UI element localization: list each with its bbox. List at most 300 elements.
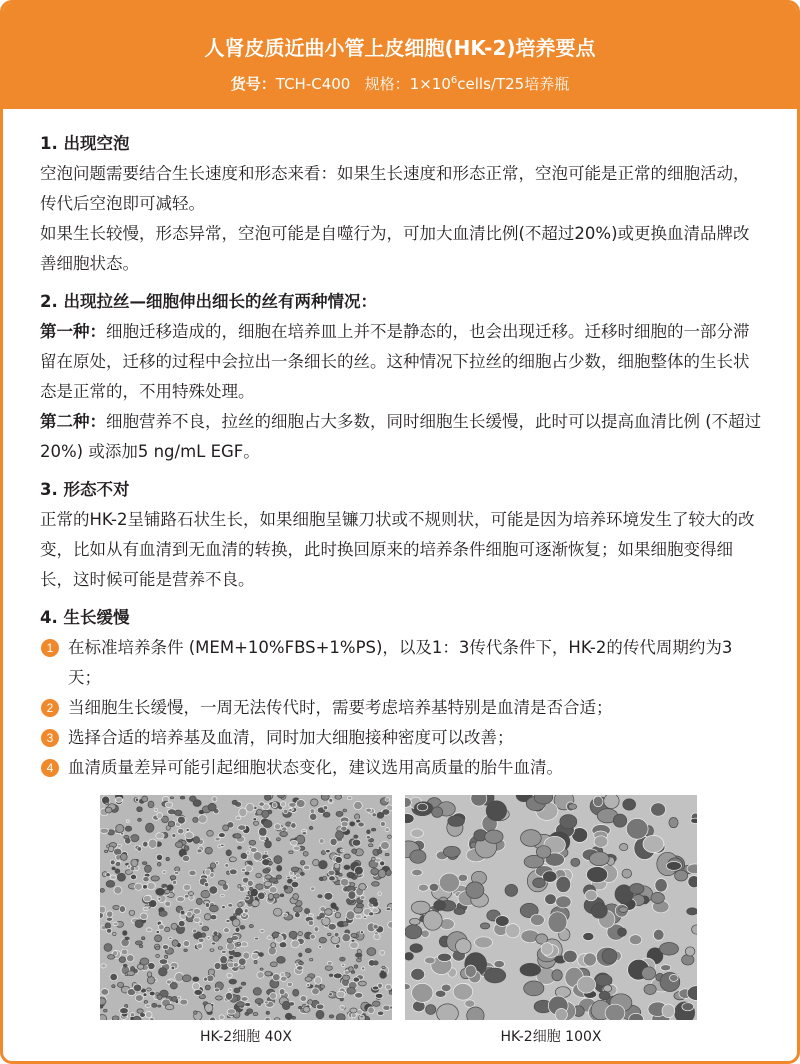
cell-blob: [253, 852, 262, 861]
cell-blob: [269, 878, 277, 883]
cell-blob: [280, 894, 284, 897]
cell-blob: [108, 846, 114, 852]
cell-blob: [308, 920, 314, 925]
cell-blob: [423, 911, 442, 931]
cell-blob: [241, 982, 246, 985]
cell-blob: [131, 835, 139, 842]
cell-blob: [149, 991, 155, 996]
cell-blob: [268, 894, 273, 900]
paragraph: [40, 407, 763, 467]
cell-blob: [227, 973, 232, 978]
cell-blob: [178, 996, 181, 999]
cell-blob: [190, 796, 197, 802]
micrograph-figures: [100, 795, 705, 1025]
cell-blob: [282, 827, 287, 831]
cell-blob: [180, 796, 185, 799]
cell-blob: [347, 796, 352, 799]
cell-blob: [165, 802, 172, 808]
cell-blob: [259, 827, 268, 836]
cell-blob: [293, 906, 302, 912]
paragraph: [40, 317, 763, 407]
paragraph: 空泡问题需要结合生长速度和形态来看：如果生长速度和形态正常，空泡可能是正常的细胞活动，传代后空泡即可减轻。: [40, 164, 750, 213]
cell-blob: [150, 1018, 154, 1020]
cell-blob: [137, 847, 142, 852]
cell-blob: [307, 984, 310, 987]
cell-blob: [385, 798, 389, 802]
cell-blob: [348, 891, 356, 900]
cell-blob: [536, 846, 551, 858]
cell-blob: [321, 851, 325, 855]
cell-blob: [188, 892, 193, 896]
cell-blob: [205, 1003, 213, 1012]
cell-blob: [169, 937, 172, 939]
cell-blob: [158, 924, 164, 930]
cell-blob: [170, 797, 173, 799]
cell-blob: [175, 867, 180, 872]
cell-blob: [100, 906, 106, 913]
cell-blob: [119, 957, 125, 963]
cell-blob: [249, 925, 253, 928]
cell-blob: [350, 942, 359, 949]
cell-blob: [223, 825, 229, 831]
cell-blob: [172, 940, 178, 946]
cell-blob: [293, 846, 300, 850]
cell-blob: [218, 947, 222, 950]
cell-blob: [599, 991, 610, 999]
cell-blob: [350, 1008, 357, 1013]
cell-blob: [655, 879, 667, 893]
cell-blob: [170, 982, 177, 989]
cell-blob: [439, 873, 459, 892]
cell-blob: [215, 837, 220, 841]
cell-blob: [300, 861, 304, 865]
cell-blob: [268, 861, 272, 864]
cell-blob: [336, 944, 340, 948]
cell-blob: [238, 825, 246, 830]
cell-blob: [225, 864, 229, 868]
product-spec-line: [3, 71, 797, 94]
cell-blob: [117, 844, 122, 847]
cell-blob: [619, 907, 628, 913]
cell-blob: [342, 975, 349, 981]
cell-blob: [239, 808, 247, 817]
cell-blob: [334, 932, 339, 937]
cell-blob: [177, 816, 185, 824]
cell-blob: [137, 1009, 143, 1013]
cell-blob: [494, 960, 504, 967]
cell-blob: [113, 922, 118, 926]
cell-blob: [263, 820, 272, 828]
cell-blob: [183, 941, 189, 947]
cell-blob: [234, 914, 237, 917]
cell-blob: [258, 892, 266, 900]
cell-blob: [237, 1002, 245, 1007]
cell-blob: [182, 855, 190, 861]
cell-blob: [123, 964, 127, 967]
cell-blob: [310, 799, 318, 806]
cell-blob: [380, 861, 385, 866]
cell-blob: [389, 991, 392, 994]
cell-blob: [585, 890, 597, 901]
cell-blob: [116, 862, 120, 865]
cell-blob: [236, 816, 241, 820]
cell-blob: [156, 954, 160, 957]
cell-blob: [524, 981, 544, 996]
cell-blob: [244, 909, 248, 913]
cell-blob: [249, 840, 256, 845]
cell-blob: [220, 844, 224, 846]
paragraph: 如果生长较慢，形态异常，空泡可能是自噬行为，可加大血清比例(不超过20%)或更换血清品牌改善细胞状态。: [40, 224, 750, 273]
cell-blob: [146, 928, 152, 932]
cell-blob: [319, 946, 322, 948]
cell-blob: [291, 823, 296, 829]
cell-blob: [172, 833, 176, 837]
cell-blob: [309, 826, 313, 829]
cell-blob: [201, 890, 210, 898]
cell-blob: [266, 1011, 269, 1014]
cell-blob: [277, 957, 286, 964]
cell-blob: [363, 916, 367, 918]
cell-blob: [438, 953, 452, 961]
cell-blob: [328, 870, 335, 875]
cell-blob: [330, 838, 337, 845]
cell-blob: [587, 867, 608, 883]
cell-blob: [216, 862, 219, 864]
cell-blob: [205, 869, 211, 876]
cell-blob: [172, 880, 176, 884]
cell-blob: [276, 838, 280, 841]
cell-blob: [281, 801, 286, 807]
cell-blob: [291, 940, 299, 948]
cell-blob: [229, 988, 232, 991]
cell-blob: [289, 931, 297, 938]
cell-blob: [293, 894, 299, 900]
cell-blob: [352, 849, 357, 854]
cell-blob: [158, 898, 161, 900]
cell-blob: [215, 988, 220, 992]
cell-blob: [666, 861, 681, 870]
cell-blob: [291, 881, 299, 887]
cell-blob: [286, 822, 291, 826]
cell-blob: [271, 943, 276, 948]
cell-blob: [157, 813, 163, 819]
cell-blob: [145, 865, 152, 872]
cell-blob: [210, 949, 214, 952]
cell-blob: [107, 911, 113, 917]
cell-blob: [484, 968, 505, 983]
cell-blob: [165, 901, 171, 906]
cell-blob: [238, 902, 242, 907]
cell-blob: [360, 931, 363, 934]
cell-blob: [238, 846, 242, 849]
cell-blob: [520, 963, 541, 976]
cell-blob: [101, 989, 109, 996]
cell-blob: [453, 984, 473, 1001]
cell-blob: [382, 966, 385, 968]
cell-blob: [226, 920, 230, 923]
cell-blob: [193, 817, 198, 822]
cell-blob: [174, 871, 179, 874]
cell-blob: [367, 948, 376, 956]
cell-blob: [618, 928, 627, 937]
cell-blob: [124, 835, 129, 838]
cell-blob: [100, 889, 104, 893]
cell-blob: [602, 949, 617, 964]
cell-blob: [328, 923, 336, 930]
cell-blob: [333, 973, 342, 979]
cell-blob: [308, 1000, 313, 1005]
cell-blob: [152, 1003, 157, 1007]
cell-blob: [530, 914, 544, 925]
cell-blob: [253, 821, 258, 825]
cell-blob: [302, 832, 307, 835]
cell-blob: [142, 937, 145, 940]
cell-blob: [675, 870, 688, 881]
cell-blob: [388, 835, 392, 838]
section-title: 4. 生长缓慢: [40, 608, 130, 627]
cell-blob: [185, 894, 189, 898]
cell-blob: [211, 942, 216, 945]
cell-blob: [293, 876, 297, 880]
cell-blob: [156, 946, 160, 950]
cell-blob: [319, 861, 328, 869]
cell-blob: [552, 970, 562, 981]
cell-blob: [115, 869, 120, 874]
cell-blob: [356, 903, 363, 908]
number-badge: 3: [41, 729, 59, 747]
cell-blob: [178, 828, 184, 834]
cell-blob: [454, 908, 465, 915]
cell-blob: [313, 859, 319, 866]
cell-blob: [163, 871, 167, 874]
cell-blob: [278, 795, 285, 798]
cell-blob: [323, 806, 328, 810]
cell-blob: [303, 852, 308, 857]
cell-blob: [465, 1000, 475, 1007]
cell-blob: [300, 996, 307, 1002]
cell-blob: [106, 928, 111, 933]
cell-blob: [268, 947, 276, 955]
cell-blob: [260, 929, 264, 932]
cell-blob: [289, 809, 292, 812]
cell-blob: [135, 941, 142, 945]
cell-blob: [327, 961, 332, 965]
cell-blob: [147, 988, 152, 991]
cell-blob: [209, 886, 218, 894]
cell-blob: [147, 972, 152, 977]
cell-blob: [159, 968, 168, 976]
case-label: 第二种：: [40, 412, 106, 431]
cell-blob: [110, 860, 115, 865]
cell-blob: [583, 953, 596, 966]
number-badge: 1: [41, 639, 59, 657]
cell-blob: [589, 852, 609, 866]
cell-blob: [385, 853, 389, 856]
cell-blob: [246, 803, 254, 812]
cell-blob: [320, 985, 324, 989]
cell-blob: [273, 974, 281, 981]
cell-blob: [121, 949, 128, 955]
cell-blob: [227, 1009, 236, 1014]
cell-blob: [157, 862, 161, 866]
cell-blob: [418, 884, 428, 891]
cell-blob: [372, 986, 378, 990]
cell-blob: [486, 801, 506, 821]
micrograph-100x: [405, 795, 697, 1020]
cell-blob: [137, 807, 143, 812]
cell-blob: [305, 949, 311, 953]
cell-blob: [165, 927, 170, 932]
cell-blob: [371, 828, 375, 831]
cell-blob: [145, 1004, 150, 1007]
cell-blob: [156, 854, 162, 860]
cell-blob: [466, 882, 484, 899]
cell-blob: [653, 929, 664, 940]
cell-blob: [329, 974, 333, 976]
cell-blob: [131, 859, 138, 866]
cell-blob: [238, 885, 241, 889]
cell-blob: [139, 945, 142, 948]
cell-blob: [140, 913, 147, 920]
cell-blob: [147, 882, 155, 890]
cell-blob: [106, 881, 115, 888]
cell-blob: [340, 1006, 345, 1010]
cell-blob: [101, 964, 106, 968]
cell-blob: [229, 857, 236, 862]
cell-blob: [506, 924, 520, 938]
cell-blob: [232, 800, 237, 804]
cell-blob: [237, 942, 240, 944]
cell-blob: [250, 847, 257, 852]
cell-blob: [385, 984, 391, 990]
cell-blob: [342, 933, 351, 941]
cell-blob: [346, 911, 355, 920]
cell-blob: [310, 813, 317, 820]
cell-blob: [323, 812, 330, 817]
cell-blob: [432, 807, 443, 818]
cell-blob: [174, 810, 182, 815]
cell-blob: [166, 1004, 174, 1009]
cell-blob: [227, 938, 232, 943]
cell-blob: [337, 991, 345, 998]
cell-blob: [593, 796, 603, 806]
cell-blob: [359, 884, 366, 891]
cell-blob: [194, 1011, 198, 1014]
cell-blob: [119, 906, 125, 913]
catalog-value: TCH-C400: [275, 75, 351, 93]
cell-blob: [259, 802, 264, 806]
cell-blob: [350, 822, 355, 826]
cell-blob: [210, 863, 215, 869]
cell-blob: [158, 1005, 161, 1007]
cell-blob: [305, 977, 312, 982]
cell-blob: [485, 830, 503, 843]
cell-blob: [299, 1006, 302, 1008]
cell-blob: [443, 846, 460, 857]
cell-blob: [682, 1003, 694, 1011]
cell-blob: [604, 985, 612, 992]
cell-blob: [296, 800, 305, 808]
cell-blob: [235, 927, 240, 932]
cell-blob: [290, 840, 297, 845]
cell-blob: [385, 828, 389, 832]
cell-blob: [155, 935, 162, 942]
cell-blob: [142, 796, 148, 802]
cell-blob: [323, 876, 327, 880]
cell-blob: [255, 999, 263, 1004]
cell-blob: [197, 943, 203, 948]
cell-blob: [168, 821, 175, 827]
cell-blob: [285, 1013, 292, 1019]
cell-blob: [143, 993, 147, 997]
cell-blob: [375, 993, 383, 998]
cell-blob: [141, 989, 146, 992]
cell-blob: [629, 884, 644, 895]
cell-blob: [629, 935, 642, 945]
cell-blob: [277, 866, 282, 872]
cell-blob: [221, 894, 225, 897]
cell-blob: [159, 959, 168, 965]
cell-blob: [405, 925, 422, 939]
cell-blob: [207, 937, 210, 940]
cell-blob: [280, 976, 287, 981]
cell-blob: [642, 967, 656, 980]
cell-blob: [106, 917, 112, 921]
cell-blob: [264, 795, 271, 800]
cell-blob: [120, 1008, 129, 1014]
cell-blob: [355, 993, 363, 999]
cell-blob: [259, 836, 266, 840]
cell-blob: [187, 911, 193, 917]
cell-blob: [291, 867, 298, 872]
cell-blob: [131, 967, 135, 972]
cell-blob: [456, 939, 472, 954]
cell-blob: [180, 999, 188, 1005]
cell-blob: [305, 909, 310, 914]
cell-blob: [144, 1001, 147, 1004]
cell-blob: [171, 966, 175, 970]
cell-blob: [274, 824, 281, 830]
cell-blob: [112, 867, 115, 870]
cell-blob: [344, 865, 350, 869]
cell-blob: [165, 955, 168, 958]
cell-blob: [171, 997, 177, 1002]
cell-blob: [233, 963, 238, 967]
cell-blob: [360, 1015, 364, 1018]
cell-blob: [289, 802, 296, 807]
cell-blob: [367, 830, 371, 834]
cell-blob: [204, 977, 208, 981]
cell-blob: [352, 839, 361, 846]
cell-blob: [358, 822, 364, 827]
cell-blob: [326, 849, 331, 852]
cell-blob: [229, 956, 233, 958]
cell-blob: [130, 1013, 134, 1017]
cell-blob: [316, 1004, 324, 1009]
cell-blob: [294, 912, 300, 918]
cell-blob: [222, 950, 227, 953]
cell-blob: [568, 804, 576, 810]
cell-blob: [324, 892, 333, 900]
cell-blob: [226, 850, 231, 856]
cell-blob: [108, 955, 115, 960]
cell-blob: [110, 875, 116, 880]
number-badge: 2: [41, 699, 59, 717]
cell-blob: [208, 969, 214, 975]
cell-blob: [112, 985, 115, 988]
cell-blob: [245, 865, 252, 872]
cell-blob: [127, 865, 130, 868]
